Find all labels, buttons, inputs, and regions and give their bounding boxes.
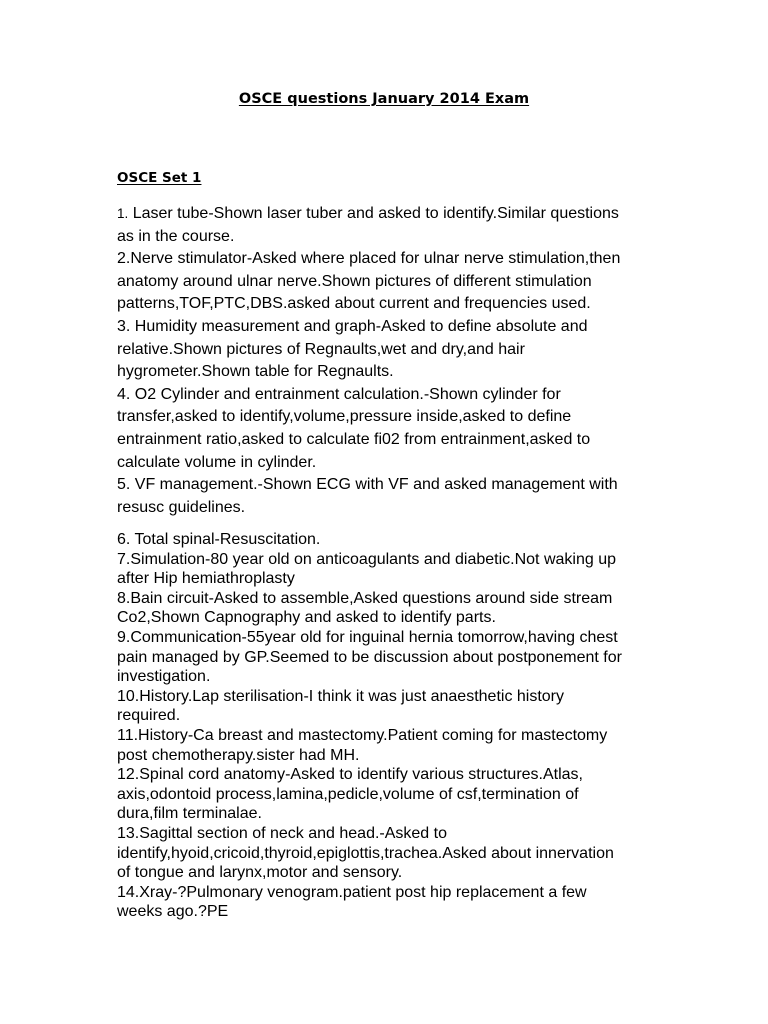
question-line xyxy=(117,203,657,226)
question-item xyxy=(117,248,657,316)
question-line: 6. Total spinal-Resuscitation. xyxy=(117,531,321,548)
question-item xyxy=(117,589,657,628)
question-line: post chemotherapy.sister had MH. xyxy=(117,746,360,764)
question-item xyxy=(117,765,657,824)
question-line: anatomy around ulnar nerve.Shown pictures of different stimulation xyxy=(117,272,592,290)
question-text: Laser tube-Shown laser tuber and asked to identify.Similar questions xyxy=(128,205,619,222)
question-list-part-2 xyxy=(117,530,657,922)
question-line: 4. O2 Cylinder and entrainment calculation.-Shown cylinder for xyxy=(117,385,561,403)
question-line: 12.Spinal cord anatomy-Asked to identify various structures.Atlas, xyxy=(117,766,583,784)
question-line: after Hip hemiathroplasty xyxy=(117,570,295,588)
question-item xyxy=(117,474,657,519)
question-item xyxy=(117,316,657,384)
question-line: 14.Xray-?Pulmonary venogram.patient post hip replacement a few xyxy=(117,883,587,901)
question-line: 8.Bain circuit-Asked to assemble,Asked questions around side stream xyxy=(117,589,613,607)
question-line: axis,odontoid process,lamina,pedicle,volume of csf,termination of xyxy=(117,785,579,803)
question-item xyxy=(117,824,657,883)
question-line: required. xyxy=(117,707,181,725)
question-line: 11.History-Ca breast and mastectomy.Patient coming for mastectomy xyxy=(117,726,608,744)
question-line: as in the course. xyxy=(117,227,235,245)
question-line: hygrometer.Shown table for Regnaults. xyxy=(117,363,394,381)
question-line: pain managed by GP.Seemed to be discussion about postponement for xyxy=(117,648,622,666)
question-item xyxy=(117,550,657,589)
question-line: weeks ago.?PE xyxy=(117,903,229,921)
question-number: 1. xyxy=(117,206,129,221)
question-line: 2.Nerve stimulator-Asked where placed for ulnar nerve stimulation,then xyxy=(117,250,621,268)
question-line: entrainment ratio,asked to calculate fi02 from entrainment,asked to xyxy=(117,430,591,448)
question-line: of tongue and larynx,motor and sensory. xyxy=(117,864,403,882)
document-title: OSCE questions January 2014 Exam xyxy=(238,91,530,107)
question-list-part-1 xyxy=(117,203,657,519)
question-line: identify,hyoid,cricoid,thyroid,epiglottis,trachea.Asked about innervation xyxy=(117,844,614,862)
question-line: relative.Shown pictures of Regnaults,wet and dry,and hair xyxy=(117,340,525,358)
question-line: 7.Simulation-80 year old on anticoagulants and diabetic.Not waking up xyxy=(117,550,616,568)
question-line: Co2,Shown Capnography and asked to identify parts. xyxy=(117,609,496,627)
question-line: transfer,asked to identify,volume,pressure inside,asked to define xyxy=(117,408,572,426)
question-line: calculate volume in cylinder. xyxy=(117,453,317,471)
question-item xyxy=(117,628,657,687)
osce-set-heading: OSCE Set 1 xyxy=(117,170,202,186)
question-line: 10.History.Lap sterilisation-I think it was just anaesthetic history xyxy=(117,687,565,705)
question-item xyxy=(117,530,657,550)
question-item xyxy=(117,384,657,474)
question-line: dura,film terminalae. xyxy=(117,805,262,823)
question-line: 3. Humidity measurement and graph-Asked to define absolute and xyxy=(117,317,588,335)
question-item xyxy=(117,203,657,248)
question-line: 5. VF management.-Shown ECG with VF and asked management with xyxy=(117,476,618,494)
question-line: 13.Sagittal section of neck and head.-Asked to xyxy=(117,824,447,842)
question-line: investigation. xyxy=(117,668,211,686)
question-line: 9.Communication-55year old for inguinal hernia tomorrow,having chest xyxy=(117,628,618,646)
question-line: resusc guidelines. xyxy=(117,498,246,516)
question-item xyxy=(117,687,657,726)
question-line: patterns,TOF,PTC,DBS.asked about current and frequencies used. xyxy=(117,295,591,313)
question-item xyxy=(117,883,657,922)
question-item xyxy=(117,726,657,765)
